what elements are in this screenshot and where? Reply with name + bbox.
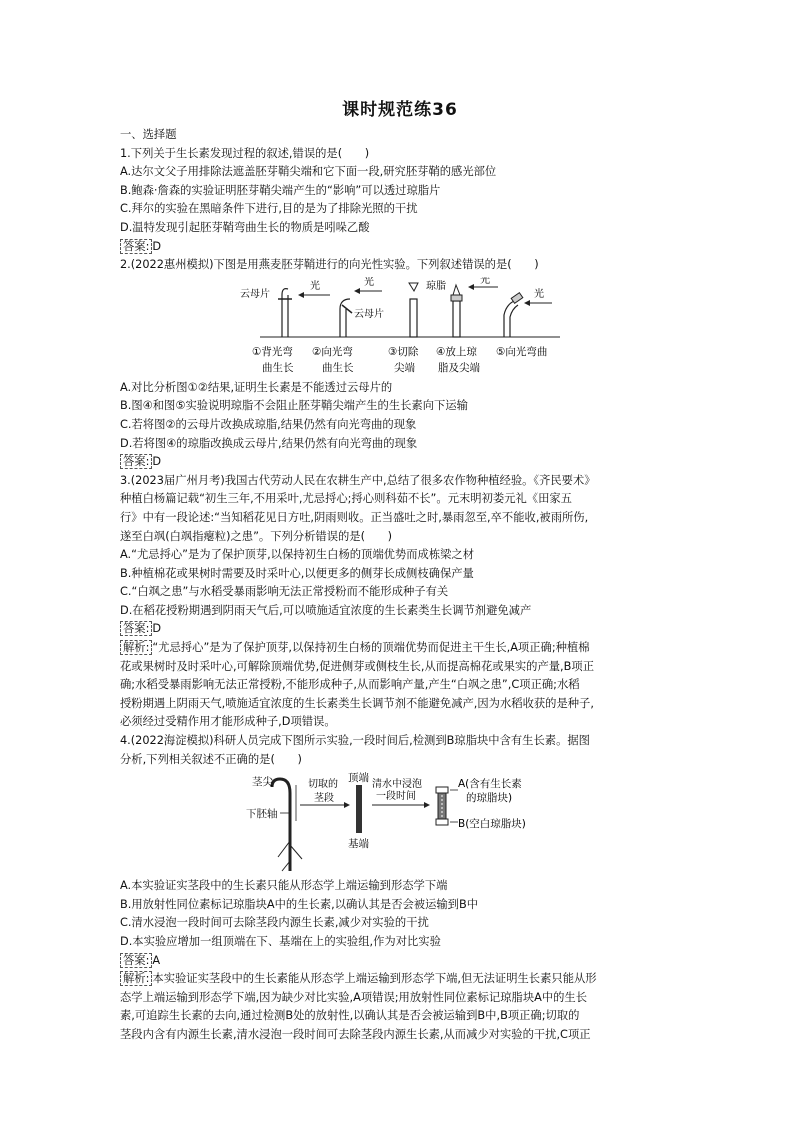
q4-cut-label-1: 切取的 (308, 779, 338, 791)
q3-option-a: A.“尤忌捋心”是为了保护顶芽,以保持初生白杨的顶端优势而成栋梁之材 (120, 548, 475, 562)
question-4-stem-line-1: 4.(2022海淀模拟)科研人员完成下图所示实验,一段时间后,检测到B琼脂块中含有生长素。据图 (120, 734, 590, 748)
q4-explain-line-2: 态学上端运输到形态学下端,因为缺少对比实验,A项错误;用放射性同位素标记琼脂块A中的生长 (120, 990, 588, 1004)
q3-explain-line-2: 花或果树时及时采叶心,可解除顶端优势,促进侧芽或侧枝生长,从而提高棉花或果实的产量,B项正 (120, 659, 594, 673)
q2-answer (120, 453, 680, 472)
q3-explain-text-1: “尤忌捋心”是为了保护顶芽,以保持初生白杨的顶端优势而促进主干生长,A项正确;种植棉 (152, 641, 590, 655)
q4-block-a-label-1: A(含有生长素 (458, 778, 522, 791)
q4-option-d: D.本实验应增加一组顶端在下、基端在上的实验组,作为对比实验 (120, 935, 441, 948)
q1-option-c: C.拜尔的实验在黑暗条件下进行,目的是为了排除光照的干扰 (120, 202, 418, 216)
page (120, 95, 680, 1045)
q1-answer (120, 238, 680, 257)
q4-tip-label: 茎尖 (252, 776, 273, 789)
q4-answer (120, 952, 680, 971)
q2-light-2: 光 (364, 276, 374, 288)
q2-diagram (120, 277, 680, 377)
q2-option-a: A.对比分析图①②结果,证明生长素是不能透过云母片的 (120, 380, 393, 394)
q2-cap-2b: 曲生长 (322, 361, 354, 374)
q1-option-b: B.鲍森·詹森的实验证明胚芽鞘尖端产生的“影响”可以透过琼脂片 (120, 183, 441, 197)
answer-label: 答案: (120, 454, 152, 469)
q2-cap-5a: ⑤向光弯曲 (496, 345, 548, 358)
q4-block-b-label: B(空白琼脂块) (458, 818, 526, 831)
q3-explain-line-3: 确;水稻受暴雨影响无法正常授粉,不能形成种子,从而影响产量,产生“白飒之患”,C项正确;水稻 (120, 678, 580, 692)
q2-mica-label-1: 云母片 (240, 288, 270, 300)
q4-base-label: 基端 (348, 838, 369, 851)
q1-option-d: D.温特发现引起胚芽鞘弯曲生长的物质是吲哚乙酸 (120, 220, 370, 234)
q4-diagram (120, 771, 680, 875)
q4-soak-label-1: 清水中浸泡 (372, 779, 422, 791)
q2-cap-3b: 尖端 (394, 361, 415, 374)
q4-cut-label-2: 茎段 (314, 793, 334, 805)
q4-figure (120, 771, 680, 875)
section-heading: 一、选择题 (120, 128, 177, 141)
question-3-stem-line-1: 3.(2023届广州月考)我国古代劳动人民在农耕生产中,总结了很多农作物种植经验。《齐民要术》 (120, 473, 596, 487)
q4-top-label: 顶端 (348, 772, 369, 785)
q3-answer (120, 620, 680, 639)
answer-label: 答案: (120, 953, 152, 968)
question-1-stem: 1.下列关于生长素发现过程的叙述,错误的是( ) (120, 146, 370, 160)
q4-answer-value: A (152, 953, 161, 967)
q3-option-d: D.在稻花授粉期遇到阴雨天气后,可以喷施适宜浓度的生长素类生长调节剂避免减产 (120, 603, 532, 617)
page-title: 课时规范练36 (342, 100, 458, 120)
q1-option-a: A.达尔文父子用排除法遮盖胚芽鞘尖端和它下面一段,研究胚芽鞘的感光部位 (120, 165, 497, 179)
question-4-stem-line-2: 分析,下列相关叙述不正确的是( ) (120, 752, 302, 766)
q4-option-c: C.清水浸泡一段时间可去除茎段内源生长素,减少对实验的干扰 (120, 916, 429, 930)
q3-explain-line-4: 授粉期遇上阴雨天气,喷施适宜浓度的生长素类生长调节剂不能避免减产,因为水稻收获的是种子, (120, 696, 594, 710)
q2-cap-3a: ③切除 (388, 345, 419, 358)
q3-answer-value: D (152, 622, 162, 636)
q2-mica-label-2: 云母片 (354, 308, 384, 320)
q2-option-d: D.若将图④的琼脂改换成云母片,结果仍然有向光弯曲的现象 (120, 436, 418, 450)
q2-figure (120, 277, 680, 377)
q3-option-c: C.“白飒之患”与水稻受暴雨影响无法正常授粉而不能形成种子有关 (120, 585, 449, 599)
q2-cap-1a: ①背光弯 (252, 345, 293, 358)
q2-answer-value: D (152, 455, 162, 469)
q3-explain-line-1 (120, 639, 680, 658)
q2-agar-label: 琼脂 (426, 280, 446, 292)
q1-answer-value: D (152, 239, 162, 253)
q3-option-b: B.种植棉花或果树时需要及时采叶心,以便更多的侧芽长成侧枝确保产量 (120, 566, 474, 580)
q4-block-a-label-2: 的琼脂块) (466, 792, 513, 805)
question-2-stem: 2.(2022惠州模拟)下图是用燕麦胚芽鞘进行的向光性实验。下列叙述错误的是( ) (120, 258, 539, 272)
q2-light-1: 光 (310, 280, 320, 292)
q4-soak-label-2: 一段时间 (376, 791, 416, 803)
question-3-stem-line-3: 行》中有一段论述:“当知稻花见日方吐,阴雨则收。正当盛吐之时,暴雨忽至,卒不能收,被雨所伤, (120, 510, 589, 524)
question-3-stem-line-2: 种植白杨篇记载“初生三年,不用采叶,尤忌捋心;捋心则科茹不长”。元末明初娄元礼《田家五 (120, 492, 572, 506)
q2-light-5: 光 (534, 288, 544, 300)
explain-label: 解析: (120, 640, 152, 655)
question-3-stem-line-4: 遂至白飒(白飒指瘪粒)之患”。下列分析错误的是( ) (120, 529, 393, 543)
answer-label: 答案: (120, 239, 152, 254)
q4-explain-line-4: 茎段内含有内源生长素,清水浸泡一段时间可去除茎段内源生长素,从而减少对实验的干扰,C项正 (120, 1027, 591, 1041)
q4-explain-line-1 (120, 970, 680, 989)
q4-hypocotyl-label: 下胚轴 (246, 808, 278, 821)
q2-cap-2a: ②向光弯 (312, 345, 353, 358)
q2-cap-1b: 曲生长 (262, 361, 294, 374)
q4-option-b: B.用放射性同位素标记琼脂块A中的生长素,以确认其是否会被运输到B中 (120, 897, 479, 911)
explain-label: 解析: (120, 971, 152, 986)
q4-explain-line-3: 素,可追踪生长素的去向,通过检测B处的放射性,以确认其是否会被运输到B中,B项正确;切取的 (120, 1009, 580, 1023)
q2-cap-4b: 脂及尖端 (438, 361, 480, 374)
q2-cap-4a: ④放上琼 (436, 345, 477, 358)
q2-option-c: C.若将图②的云母片改换成琼脂,结果仍然有向光弯曲的现象 (120, 417, 417, 431)
q2-light-4: 光 (480, 276, 490, 286)
answer-label: 答案: (120, 621, 152, 636)
q3-explain-line-5: 必须经过受精作用才能形成种子,D项错误。 (120, 715, 336, 729)
q4-explain-text-1: 本实验证实茎段中的生长素能从形态学上端运输到形态学下端,但无法证明生长素只能从形 (152, 972, 597, 986)
q4-option-a: A.本实验证实茎段中的生长素只能从形态学上端运输到形态学下端 (120, 879, 448, 893)
q2-option-b: B.图④和图⑤实验说明琼脂不会阻止胚芽鞘尖端产生的生长素向下运输 (120, 399, 468, 413)
